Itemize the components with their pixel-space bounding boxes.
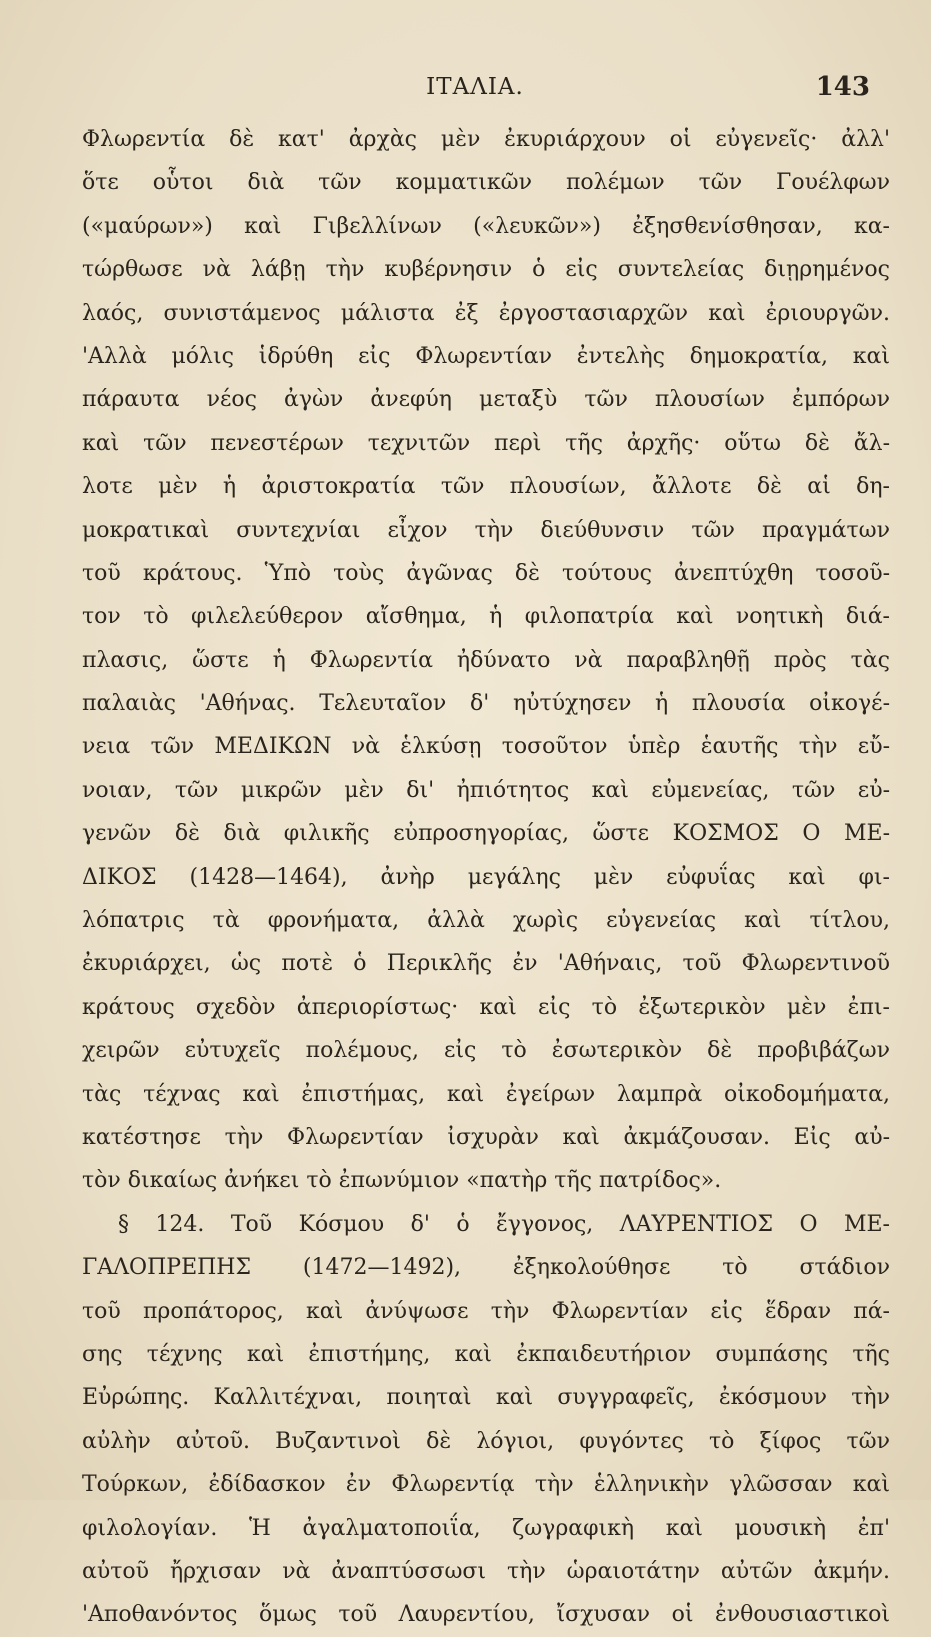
text-line: τοῦ προπάτορος, καὶ ἀνύψωσε τὴν Φλωρεντίαν εἰς ἕδραν πά- [82, 1298, 890, 1324]
text-line: Τούρκων, ἐδίδασκον ἐν Φλωρεντίᾳ τὴν ἑλληνικὴν γλῶσσαν καὶ [82, 1472, 890, 1498]
running-head: ΙΤΑΛΙΑ. [426, 74, 524, 100]
text-line: χειρῶν εὐτυχεῖς πολέμους, εἰς τὸ ἐσωτερικὸν δὲ προβιβάζων [82, 1038, 890, 1064]
text-line: τον τὸ φιλελεύθερον αἴσθημα, ἡ φιλοπατρία καὶ νοητικὴ διά- [82, 604, 890, 630]
text-line: τώρθωσε νὰ λάβῃ τὴν κυβέρνησιν ὁ εἰς συντελείας διῃρημένος [82, 257, 890, 283]
text-line: πάραυτα νέος ἀγὼν ἀνεφύη μεταξὺ τῶν πλουσίων ἐμπόρων [82, 387, 890, 413]
text-line: κράτους σχεδὸν ἀπεριορίστως· καὶ εἰς τὸ ἐξωτερικὸν μὲν ἐπι- [82, 994, 890, 1020]
text-line: μοκρατικαὶ συντεχνίαι εἶχον τὴν διεύθυνσιν τῶν πραγμάτων [82, 517, 890, 543]
text-line: Φλωρεντία δὲ κατ' ἀρχὰς μὲν ἐκυριάρχουν οἱ εὐγενεῖς· ἀλλ' [82, 127, 890, 152]
text-line: νοιαν, τῶν μικρῶν μὲν δι' ἠπιότητος καὶ εὐμενείας, τῶν εὐ- [82, 777, 890, 803]
text-line: τὰς τέχνας καὶ ἐπιστήμας, καὶ ἐγείρων λαμπρὰ οἰκοδομήματα, [82, 1081, 890, 1107]
text-line: σης τέχνης καὶ ἐπιστήμης, καὶ ἐκπαιδευτήριον συμπάσης τῆς [82, 1341, 890, 1367]
text-line: ὅτε οὗτοι διὰ τῶν κομματικῶν πολέμων τῶν Γουέλφων [82, 170, 890, 196]
text-line: 'Αλλὰ μόλις ἱδρύθη εἰς Φλωρεντίαν ἐντελὴς δημοκρατία, καὶ [82, 343, 890, 369]
text-line: παλαιὰς 'Αθήνας. Τελευταῖον δ' ηὐτύχησεν ἡ πλουσία οἰκογέ- [82, 691, 890, 717]
text-line: γενῶν δὲ διὰ φιλικῆς εὐπροσηγορίας, ὥστε ΚΟΣΜΟΣ Ο ΜΕ- [82, 821, 890, 847]
text-line: λαός, συνιστάμενος μάλιστα ἐξ ἐργοστασιαρχῶν καὶ ἐριουργῶν. [82, 300, 890, 326]
text-line: λοτε μὲν ἡ ἀριστοκρατία τῶν πλουσίων, ἄλλοτε δὲ αἱ δη- [82, 474, 890, 500]
text-line: ΓΑΛΟΠΡΕΠΗΣ (1472—1492), ἐξηκολούθησε τὸ στάδιον [82, 1255, 890, 1281]
text-line: φιλολογίαν. Ἡ ἀγαλματοποιΐα, ζωγραφικὴ καὶ μουσικὴ ἐπ' [82, 1515, 890, 1541]
text-line: πλασις, ὥστε ἡ Φλωρεντία ἠδύνατο νὰ παραβληθῇ πρὸς τὰς [82, 647, 890, 673]
text-line: 'Αποθανόντος ὅμως τοῦ Λαυρεντίου, ἴσχυσαν οἱ ἐνθουσιαστικοὶ [82, 1602, 890, 1628]
text-line: κατέστησε τὴν Φλωρεντίαν ἰσχυρὰν καὶ ἀκμάζουσαν. Εἰς αὐ- [82, 1124, 890, 1150]
text-line: λόπατρις τὰ φρονήματα, ἀλλὰ χωρὶς εὐγενείας καὶ τίτλου, [82, 908, 890, 934]
text-line: ΔΙΚΟΣ (1428—1464), ἀνὴρ μεγάλης μὲν εὐφυΐας καὶ φι- [82, 864, 890, 890]
page-header [80, 70, 870, 110]
page-number: 143 [815, 72, 870, 102]
text-line: («μαύρων») καὶ Γιβελλίνων («λευκῶν») ἐξησθενίσθησαν, κα- [82, 213, 890, 239]
text-line: τοῦ κράτους. Ὑπὸ τοὺς ἀγῶνας δὲ τούτους ἀνεπτύχθη τοσοῦ- [82, 560, 890, 586]
text-line: ἐκυριάρχει, ὡς ποτὲ ὁ Περικλῆς ἐν 'Αθήναις, τοῦ Φλωρεντινοῦ [82, 951, 890, 977]
text-line: νεια τῶν ΜΕΔΙΚΩΝ νὰ ἑλκύσῃ τοσοῦτον ὑπὲρ ἑαυτῆς τὴν εὔ- [82, 734, 890, 760]
body-text [82, 118, 890, 1637]
text-line: Εὐρώπης. Καλλιτέχναι, ποιηταὶ καὶ συγγραφεῖς, ἐκόσμουν τὴν [82, 1385, 890, 1411]
text-line: καὶ τῶν πενεστέρων τεχνιτῶν περὶ τῆς ἀρχῆς· οὕτω δὲ ἄλ- [82, 430, 890, 456]
paragraph-end-line: τὸν δικαίως ἀνήκει τὸ ἐπωνύμιον «πατὴρ τῆς πατρίδος». [82, 1168, 722, 1194]
text-line: αὐλὴν αὐτοῦ. Βυζαντινοὶ δὲ λόγιοι, φυγόντες τὸ ξίφος τῶν [82, 1428, 890, 1454]
section-heading-line: § 124. Τοῦ Κόσμου δ' ὁ ἔγγονος, ΛΑΥΡΕΝΤΙΟΣ Ο ΜΕ- [118, 1211, 890, 1237]
text-line: αὐτοῦ ἤρχισαν νὰ ἀναπτύσσωσι τὴν ὡραιοτάτην αὐτῶν ἀκμήν. [82, 1558, 890, 1584]
